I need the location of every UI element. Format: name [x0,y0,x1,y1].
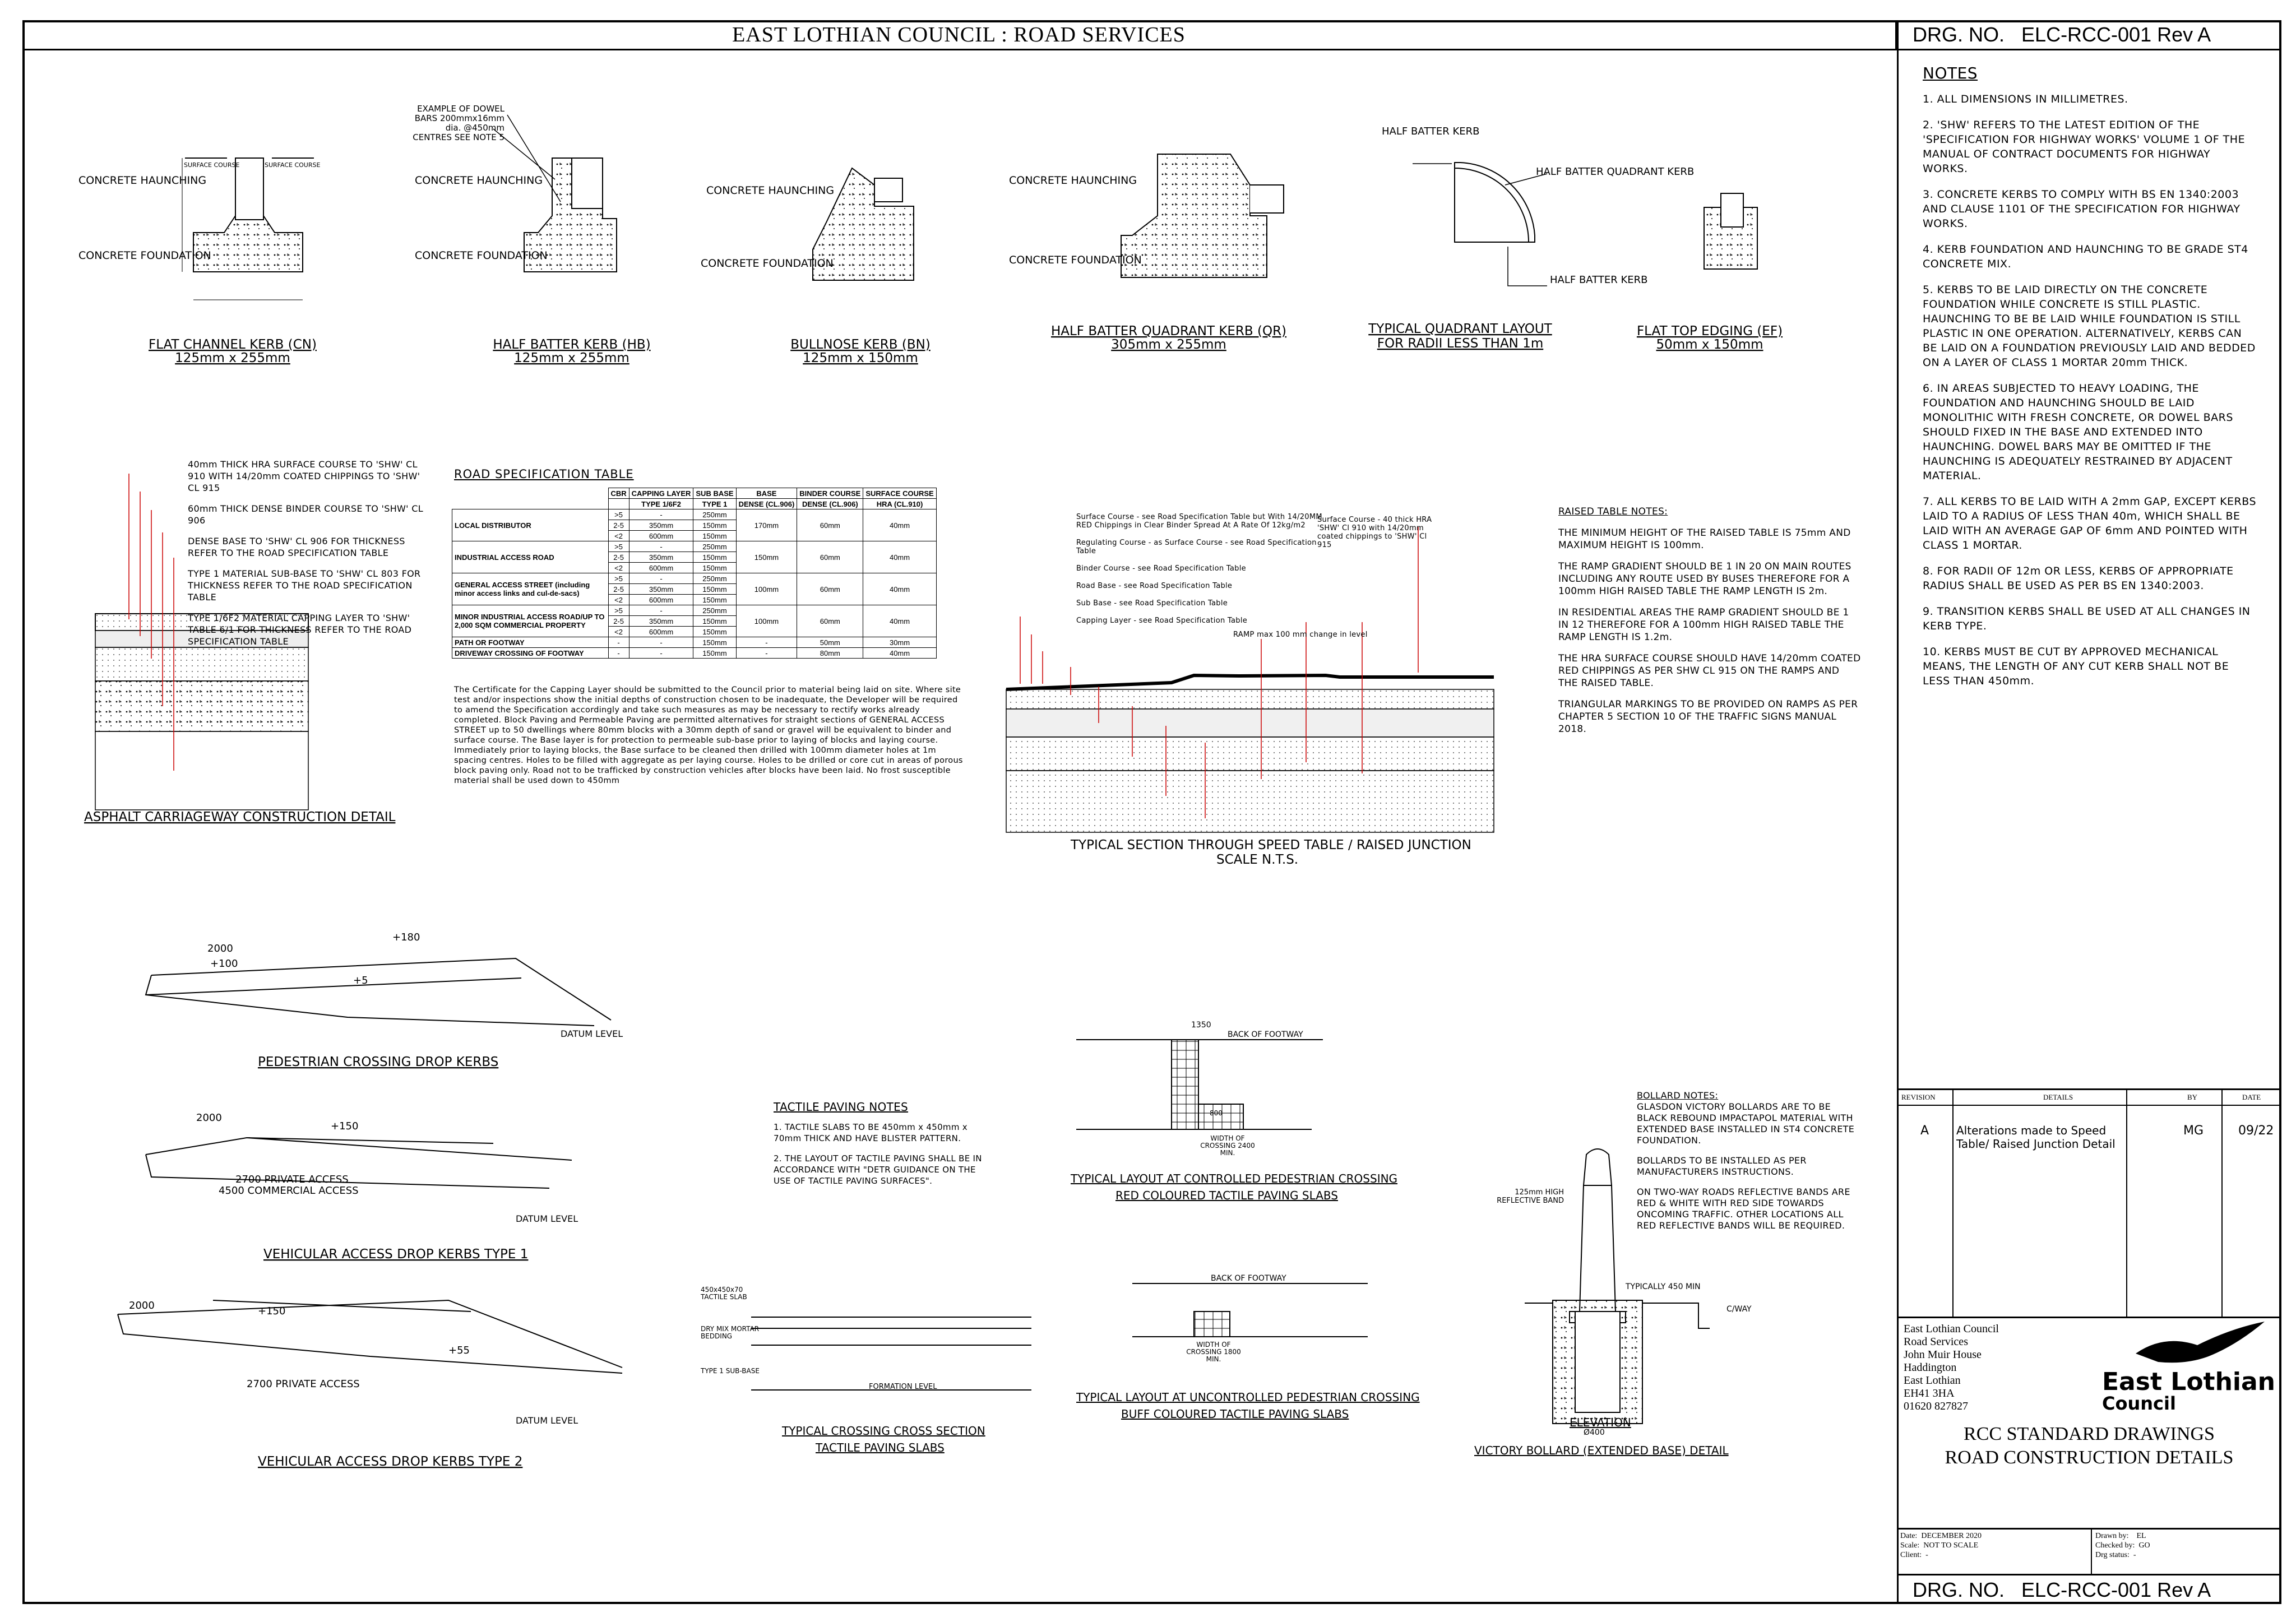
rev-header: DATE [2242,1093,2261,1101]
label-foundation: CONCRETE FOUNDATION [78,249,211,262]
controlled-sub: RED COLOURED TACTILE PAVING SLABS [1115,1189,1338,1202]
layer-label: Road Base - see Road Specification Table [1076,582,1233,590]
address-line: EH41 3HA [1904,1387,1955,1399]
cell: 600mm [629,563,693,573]
layer-label: Capping Layer - see Road Specification Table [1076,617,1248,625]
table-subheader-row [452,499,937,509]
cell: >5 [608,509,629,520]
table-row [452,509,937,520]
vehicular2-caption: VEHICULAR ACCESS DROP KERBS TYPE 2 [258,1454,523,1469]
cell: <2 [608,595,629,605]
datum-label: DATUM LEVEL [516,1415,578,1426]
drg-label: DRG. NO. [1913,1578,2005,1601]
road-type: DRIVEWAY CROSSING OF FOOTWAY [452,648,609,659]
level-150: +150 [331,1120,359,1132]
speed-table-caption: TYPICAL SECTION THROUGH SPEED TABLE / RAISED JUNCTION [1071,838,1471,852]
elevation-caption: ELEVATION [1570,1416,1631,1429]
caption-quadrant-kerb-size: 305mm x 255mm [1111,337,1226,352]
note-item: 10. KERBS MUST BE CUT BY APPROVED MECHANICAL MEANS, THE LENGTH OF ANY CUT KERB SHALL NOT BE LESS THAN 450mm. [1923,646,2229,687]
cell: - [736,648,797,659]
level-150: +150 [258,1305,286,1317]
table-header-row [452,488,937,499]
ramp-label: RAMP max 100 mm change in level [1233,631,1368,639]
address-line: East Lothian Council [1904,1323,1999,1335]
label-haunching: CONCRETE HAUNCHING [706,184,835,197]
sheet-title: EAST LOTHIAN COUNCIL : ROAD SERVICES [22,20,1897,50]
raised-notes-heading: RAISED TABLE NOTES: [1558,506,1668,517]
logo-line1: East Lothian [2102,1368,2276,1396]
note-item: 2. 'SHW' REFERS TO THE LATEST EDITION OF THE 'SPECIFICATION FOR HIGHWAY WORKS' VOLUME 1 OF THE MANUAL OF CONTRACT DOCUMENTS FOR HIGHWAY WORKS. [1923,119,2246,175]
cell: 250mm [693,573,736,584]
label-hb-quadrant: HALF BATTER QUADRANT KERB [1536,166,1695,178]
caption-flat-top-size: 50mm x 150mm [1656,337,1763,352]
address-line: Haddington [1904,1361,1957,1374]
logo-line2: Council [2102,1393,2176,1414]
speed-table-labels [1076,513,1323,634]
cell: 40mm [863,648,936,659]
note-item: 6. IN AREAS SUBJECTED TO HEAVY LOADING, THE FOUNDATION AND HAUNCHING SHOULD BE LAID MONOLITHIC WITH FRESH CONCRETE, OR DOWEL BARS SHOULD FIXED IN THE BASE AND EXTENDED INTO HAUNCHING. DOWEL BARS MAY BE OMITTED IF THE HAUNCHING IS ADEQUATELY RESTRAINED BY ADJACENT MATERIAL. [1923,382,2233,482]
cell: 150mm [736,541,797,573]
slab-label: 450x450x70 TACTILE SLAB [701,1286,747,1301]
cell: 60mm [797,541,863,573]
label-haunching: CONCRETE HAUNCHING [1009,174,1137,187]
cell: >5 [608,541,629,552]
drg-number: ELC-RCC-001 Rev A [2021,1578,2211,1601]
rev-details: Alterations made to Speed Table/ Raised Junction Detail [1956,1124,2116,1151]
note-item: 5. KERBS TO BE LAID DIRECTLY ON THE CONCRETE FOUNDATION WHILE CONCRETE IS STILL PLASTIC. HAUNCHING TO BE BE LAID WHILE FOUNDATION IS STILL PLASTIC IN ONE OPERATION. ALTERNATIVELY, KERBS CAN BE LAID ON A FOUNDATION PREVIOUSLY LAID AND BEDDED ON A LAYER OF CLASS 1 MORTAR 20mm THICK. [1923,284,2256,369]
council-address [1904,1323,1999,1413]
quadrant-layout-plan [1413,163,1547,286]
label-hb-kerb: HALF BATTER KERB [1550,274,1648,286]
caption-bullnose: BULLNOSE KERB (BN) [790,337,931,352]
council-logo [2096,1323,2276,1418]
meta-label: Client: [1900,1551,1922,1559]
note-item: 9. TRANSITION KERBS SHALL BE USED AT ALL CHANGES IN KERB TYPE. [1923,605,2251,632]
raised-note: THE HRA SURFACE COURSE SHOULD HAVE 14/20mm COATED RED CHIPPINGS AS PER SHW CL 915 ON THE RAMPS AND THE RAISED TABLE. [1558,653,1861,689]
dim-1350: 1350 [1191,1021,1211,1030]
level-5: +5 [353,975,368,986]
mortar-label: DRY MIX MORTAR BEDDING [701,1325,760,1340]
raised-note: THE MINIMUM HEIGHT OF THE RAISED TABLE IS 75mm AND MAXIMUM HEIGHT IS 100mm. [1558,527,1851,551]
title-block-divider [1897,20,1899,1604]
road-type: INDUSTRIAL ACCESS ROAD [452,541,609,573]
caption-quadrant-kerb: HALF BATTER QUADRANT KERB (QR) [1050,324,1287,339]
meta-right [2095,1531,2150,1560]
formation-level: FORMATION LEVEL [869,1383,937,1391]
cell: 250mm [693,605,736,616]
cell: 600mm [629,531,693,541]
uncontrolled-sub: BUFF COLOURED TACTILE PAVING SLABS [1121,1407,1349,1421]
dowel-note: EXAMPLE OF DOWEL BARS 200mmx16mm dia. @450mm CENTRES SEE NOTE 5 [413,104,504,142]
cell: 40mm [863,573,936,605]
crossing-width: WIDTH OF CROSSING 2400 MIN. [1200,1134,1255,1157]
pedestrian-caption: PEDESTRIAN CROSSING DROP KERBS [258,1055,499,1069]
cell: 2-5 [608,584,629,595]
dim-2000: 2000 [129,1300,155,1311]
cell: 80mm [797,648,863,659]
commercial-access: 4500 COMMERCIAL ACCESS [219,1185,359,1197]
note-item: 4. KERB FOUNDATION AND HAUNCHING TO BE GRADE ST4 CONCRETE MIX. [1923,243,2248,270]
drawing-title-block [1897,1422,2281,1470]
bollard-heading: BOLLARD NOTES: [1637,1090,1719,1101]
meta-value: EL [2136,1532,2146,1540]
drg-number: ELC-RCC-001 Rev A [2021,22,2211,46]
cell: 2-5 [608,552,629,563]
cell: 350mm [629,584,693,595]
label-hb-kerb: HALF BATTER KERB [1382,126,1480,137]
drawing-number-top [1897,20,2281,50]
tactile-note: 2. THE LAYOUT OF TACTILE PAVING SHALL BE IN ACCORDANCE WITH "DETR GUIDANCE ON THE USE OF TACTILE PAVING SURFACES". [774,1153,982,1186]
cell: 250mm [693,509,736,520]
cell: 350mm [629,552,693,563]
cell: <2 [608,531,629,541]
label-haunching: CONCRETE HAUNCHING [415,174,543,187]
drawing-number-bottom [1897,1574,2281,1604]
level-55: +55 [448,1345,470,1356]
bollard-note: ON TWO-WAY ROADS REFLECTIVE BANDS ARE RED & WHITE WITH RED SIDE TOWARDS ONCOMING TRAFFIC. OTHER LOCATIONS ALL RED REFLECTIVE BANDS WILL BE REQUIRED. [1637,1187,1850,1231]
road-type: PATH OR FOOTWAY [452,637,609,648]
cell: 600mm [629,627,693,637]
cell: 150mm [693,520,736,531]
cell: 150mm [693,595,736,605]
cell: >5 [608,605,629,616]
cell: - [629,509,693,520]
label-haunching: CONCRETE HAUNCHING [78,174,207,187]
cell: 350mm [629,616,693,627]
meta-label: Checked by: [2095,1541,2135,1550]
cell: 150mm [693,584,736,595]
level-180: +180 [392,932,420,943]
cell: - [629,648,693,659]
typically-label: TYPICALLY 450 MIN [1626,1282,1701,1291]
table-subheader: TYPE 1/6F2 [629,499,693,509]
label-foundation: CONCRETE FOUNDATION [701,257,834,270]
caption-flat-channel-size: 125mm x 255mm [175,351,290,365]
rev-code: A [1920,1124,1929,1138]
caption-flat-channel: FLAT CHANNEL KERB (CN) [149,337,317,352]
table-row [452,605,937,616]
cell: - [736,637,797,648]
cell: - [629,541,693,552]
caption-quadrant-layout-sub: FOR RADII LESS THAN 1m [1377,336,1544,351]
note-item: 3. CONCRETE KERBS TO COMPLY WITH BS EN 1340:2003 AND CLAUSE 1101 OF THE SPECIFICATION FOR HIGHWAY WORKS. [1923,188,2241,230]
datum-label: DATUM LEVEL [516,1213,578,1224]
table-subheader: TYPE 1 [693,499,736,509]
cell: 600mm [629,595,693,605]
carriageway-caption: ASPHALT CARRIAGEWAY CONSTRUCTION DETAIL [84,810,396,824]
meta-label: Drg status: [2095,1551,2130,1559]
tactile-layouts-drawing [701,1014,1429,1463]
section-caption: TYPICAL CROSSING CROSS SECTION [782,1424,985,1438]
level-100: +100 [210,958,238,970]
cell: 50mm [797,637,863,648]
layer-label: 60mm THICK DENSE BINDER COURSE TO 'SHW' CL 906 [188,503,423,526]
cell: 150mm [693,531,736,541]
back-of-footway: BACK OF FOOTWAY [1211,1274,1286,1283]
table-row [452,541,937,552]
table-header: SURFACE COURSE [863,488,936,499]
rev-header: REVISION [1901,1093,1936,1101]
table-row [452,573,937,584]
caption-quadrant-layout: TYPICAL QUADRANT LAYOUT [1368,322,1552,336]
section-sub: TACTILE PAVING SLABS [816,1441,945,1454]
kerb-details-drawing [0,0,1895,404]
raised-note: TRIANGULAR MARKINGS TO BE PROVIDED ON RAMPS AS PER CHAPTER 5 SECTION 10 OF THE TRAFFIC SIGNS MANUAL 2018. [1558,699,1858,735]
cell: 30mm [863,637,936,648]
address-line: John Muir House [1904,1348,1982,1361]
cell: 170mm [736,509,797,541]
cell: 150mm [693,648,736,659]
cell: 150mm [693,637,736,648]
cell: - [608,637,629,648]
caption-flat-top: FLAT TOP EDGING (EF) [1636,324,1783,339]
half-batter-kerb-section [493,115,617,272]
cway-label: C/WAY [1726,1305,1752,1314]
address-line: East Lothian [1904,1374,1961,1387]
cell: - [629,637,693,648]
diameter-label: Ø400 [1584,1428,1605,1437]
meta-divider [1897,1528,2281,1530]
table-row [452,637,937,648]
speed-table-scale: SCALE N.T.S. [1216,852,1299,867]
spec-table-title: ROAD SPECIFICATION TABLE [454,467,634,481]
raised-table-notes [1558,506,1861,744]
bollard-note: GLASDON VICTORY BOLLARDS ARE TO BE BLACK REBOUND IMPACTAPOL MATERIAL WITH EXTENDED BASE INSTALLED IN ST4 CONCRETE FOUNDATION. [1637,1101,1855,1146]
cell: 250mm [693,541,736,552]
datum-label: DATUM LEVEL [561,1028,623,1039]
dim-2000: 2000 [207,943,233,954]
cell: - [629,573,693,584]
raised-note: IN RESIDENTIAL AREAS THE RAMP GRADIENT SHOULD BE 1 IN 12 THEREFORE FOR A 100mm HIGH RAISED TABLE THE RAMP LENGTH IS 1.2m. [1558,607,1849,643]
meta-label: Drawn by: [2095,1532,2129,1540]
road-type: GENERAL ACCESS STREET (including minor access links and cul-de-sacs) [452,573,609,605]
table-row [452,648,937,659]
table-header: SUB BASE [693,488,736,499]
general-notes [1923,66,2259,699]
cell: 100mm [736,573,797,605]
meta-left [1900,1531,1982,1560]
table-header: BINDER COURSE [797,488,863,499]
back-of-footway: BACK OF FOOTWAY [1228,1030,1303,1039]
label-foundation: CONCRETE FOUNDATION [415,249,548,262]
road-type: LOCAL DISTRIBUTOR [452,509,609,541]
bollard-caption: VICTORY BOLLARD (EXTENDED BASE) DETAIL [1474,1444,1729,1457]
cell: <2 [608,563,629,573]
layer-label: 40mm THICK HRA SURFACE COURSE TO 'SHW' CL 910 WITH 14/20mm COATED CHIPPINGS TO 'SHW' CL 915 [188,459,420,493]
layer-label: Binder Course - see Road Specification Table [1076,564,1246,573]
table-subheader: DENSE (CL.906) [797,499,863,509]
label-foundation: CONCRETE FOUNDATION [1009,254,1142,266]
meta-value: DECEMBER 2020 [1921,1532,1982,1540]
drg-label: DRG. NO. [1913,22,2005,46]
cell: 150mm [693,627,736,637]
road-specification-table [452,488,937,659]
cell: 2-5 [608,520,629,531]
speed-table-right-label: Surface Course - 40 thick HRA 'SHW' Cl 910 with 14/20mm coated chippings to 'SHW' Cl 915 [1317,516,1432,549]
drop-kerbs-drawing [67,908,656,1480]
cell: 60mm [797,573,863,605]
cell: 100mm [736,605,797,637]
table-header: CAPPING LAYER [629,488,693,499]
caption-half-batter-size: 125mm x 255mm [514,351,629,365]
cell: 60mm [797,605,863,637]
cell: 40mm [863,541,936,573]
subbase-label: TYPE 1 SUB-BASE [701,1367,760,1375]
rev-header: BY [2187,1093,2198,1101]
caption-half-batter: HALF BATTER KERB (HB) [493,337,651,352]
tactile-heading: TACTILE PAVING NOTES [774,1100,909,1114]
tactile-note: 1. TACTILE SLABS TO BE 450mm x 450mm x 70mm THICK AND HAVE BLISTER PATTERN. [774,1122,968,1143]
cell: >5 [608,573,629,584]
revision-grid [1897,1088,2281,1318]
cell: 2-5 [608,616,629,627]
private-access: 2700 PRIVATE ACCESS [235,1174,349,1185]
cell: - [629,605,693,616]
cell: 150mm [693,616,736,627]
controlled-caption: TYPICAL LAYOUT AT CONTROLLED PEDESTRIAN CROSSING [1071,1172,1398,1185]
cell: 150mm [693,552,736,563]
private-access: 2700 PRIVATE ACCESS [247,1378,360,1390]
cell: 60mm [797,509,863,541]
dim-800: 800 [1210,1109,1223,1117]
bollard-note: BOLLARDS TO BE INSTALLED AS PER MANUFACTURERS INSTRUCTIONS. [1637,1155,1807,1177]
layer-label: Sub Base - see Road Specification Table [1076,599,1228,608]
layer-label: TYPE 1/6F2 MATERIAL CAPPING LAYER TO 'SHW' TABLE 6/1 FOR THICKNESS REFER TO THE ROAD SPECIFICATION TABLE [188,613,412,647]
layer-label: Surface Course - see Road Specification Table but With 14/20MM RED Chippings in Clear Binder Spread At A Rate Of 12kg/m2 [1076,513,1322,530]
rcc-line1: RCC STANDARD DRAWINGS [1964,1424,2215,1444]
note-item: 8. FOR RADII OF 12m OR LESS, KERBS OF APPROPRIATE RADIUS SHALL BE USED AS PER BS EN 1340:2003. [1923,565,2234,592]
meta-value: NOT TO SCALE [1923,1541,1979,1550]
flat-top-edging-section [1704,193,1757,269]
address-line: 01620 827827 [1904,1400,1968,1412]
note-item: 1. ALL DIMENSIONS IN MILLIMETRES. [1923,93,2128,105]
note-item: 7. ALL KERBS TO BE LAID WITH A 2mm GAP, EXCEPT KERBS LAID TO A RADIUS OF LESS THAN 40m, WHICH SHALL BE LAID WITH AN AVERAGE GAP OF 6mm AND POINTED WITH CLASS 1 MORTAR. [1923,495,2257,552]
layer-label: TYPE 1 MATERIAL SUB-BASE TO 'SHW' CL 803 FOR THICKNESS REFER TO THE ROAD SPECIFICATION TABLE [188,568,421,603]
uncontrolled-caption: TYPICAL LAYOUT AT UNCONTROLLED PEDESTRIAN CROSSING [1076,1391,1420,1404]
road-type: MINOR INDUSTRIAL ACCESS ROAD/UP TO 2,000 SQM COMMERCIAL PROPERTY [452,605,609,637]
layer-label: DENSE BASE TO 'SHW' CL 906 FOR THICKNESS REFER TO THE ROAD SPECIFICATION TABLE [188,536,405,558]
carriageway-layer-labels [188,458,434,656]
cell: 350mm [629,520,693,531]
label-surface-course: SURFACE COURSE [184,161,240,169]
address-line: Road Services [1904,1336,1968,1348]
rev-by: MG [2183,1124,2204,1138]
raised-note: THE RAMP GRADIENT SHOULD BE 1 IN 20 ON MAIN ROUTES INCLUDING ANY ROUTE USED BY BUSES THEREFORE FOR A 100mm HIGH RAISED TABLE THE RAMP LENGTH IS 2m. [1558,561,1851,597]
meta-divider-v [2091,1528,2092,1574]
cell: - [608,648,629,659]
label-surface-course: SURFACE COURSE [265,161,321,169]
dim-2000: 2000 [196,1112,222,1124]
crossing-width: WIDTH OF CROSSING 1800 MIN. [1186,1341,1241,1363]
bollard-elevation-drawing [1469,1143,1783,1468]
table-subheader: HRA (CL.910) [863,499,936,509]
table-header: CBR [608,488,629,499]
table-subheader: DENSE (CL.906) [736,499,797,509]
rev-header: DETAILS [2043,1093,2073,1101]
layer-label: Regulating Course - as Surface Course - see Road Specification Table [1076,539,1317,555]
cell: 150mm [693,563,736,573]
cell: 40mm [863,605,936,637]
meta-label: Date: [1900,1532,1918,1540]
cell: <2 [608,627,629,637]
notes-heading: NOTES [1923,64,1978,82]
half-batter-quadrant-kerb-section [1121,154,1284,277]
spec-table-footnote: The Certificate for the Capping Layer should be submitted to the Council prior to material being laid on site. Where site test and/or inspections show the initial depths of construction chosen to be inadequate, the Developer will be required to amend the Specification accordingly and take such measures as may be necessary to rectify works already completed. Block Paving and Permeable Paving are permitted alternatives for straight sections of GENERAL ACCESS STREET up to 50 dwellings where 80mm blocks with a 30mm depth of sand or gravel will be equivalent to binder and surface course. The Base layer is for protection to permeable sub-base prior to laying of blocks and laying course. Immediately prior to laying blocks, the Base surface to be cleaned then drilled with 100mm diameter holes at 1m spacing centres. Holes to be filled with aggregate as per laying course. Holes to be drilled or core cut in areas of porous block paving only. Road not to be trafficked by construction vehicles after blocks have been laid. No frost susceptible material shall be used down to 450mm [454,685,963,785]
table-header: BASE [736,488,797,499]
rev-date: 09/22 [2238,1124,2274,1138]
caption-bullnose-size: 125mm x 150mm [803,351,918,365]
rcc-line2: ROAD CONSTRUCTION DETAILS [1945,1447,2234,1468]
vehicular1-caption: VEHICULAR ACCESS DROP KERBS TYPE 1 [263,1247,529,1262]
cell: 40mm [863,509,936,541]
meta-value: - [1925,1551,1928,1559]
meta-value: GO [2138,1541,2150,1550]
reflective-band-label: 125mm HIGH REFLECTIVE BAND [1497,1188,1564,1205]
meta-label: Scale: [1900,1541,1920,1550]
meta-value: - [2133,1551,2136,1559]
